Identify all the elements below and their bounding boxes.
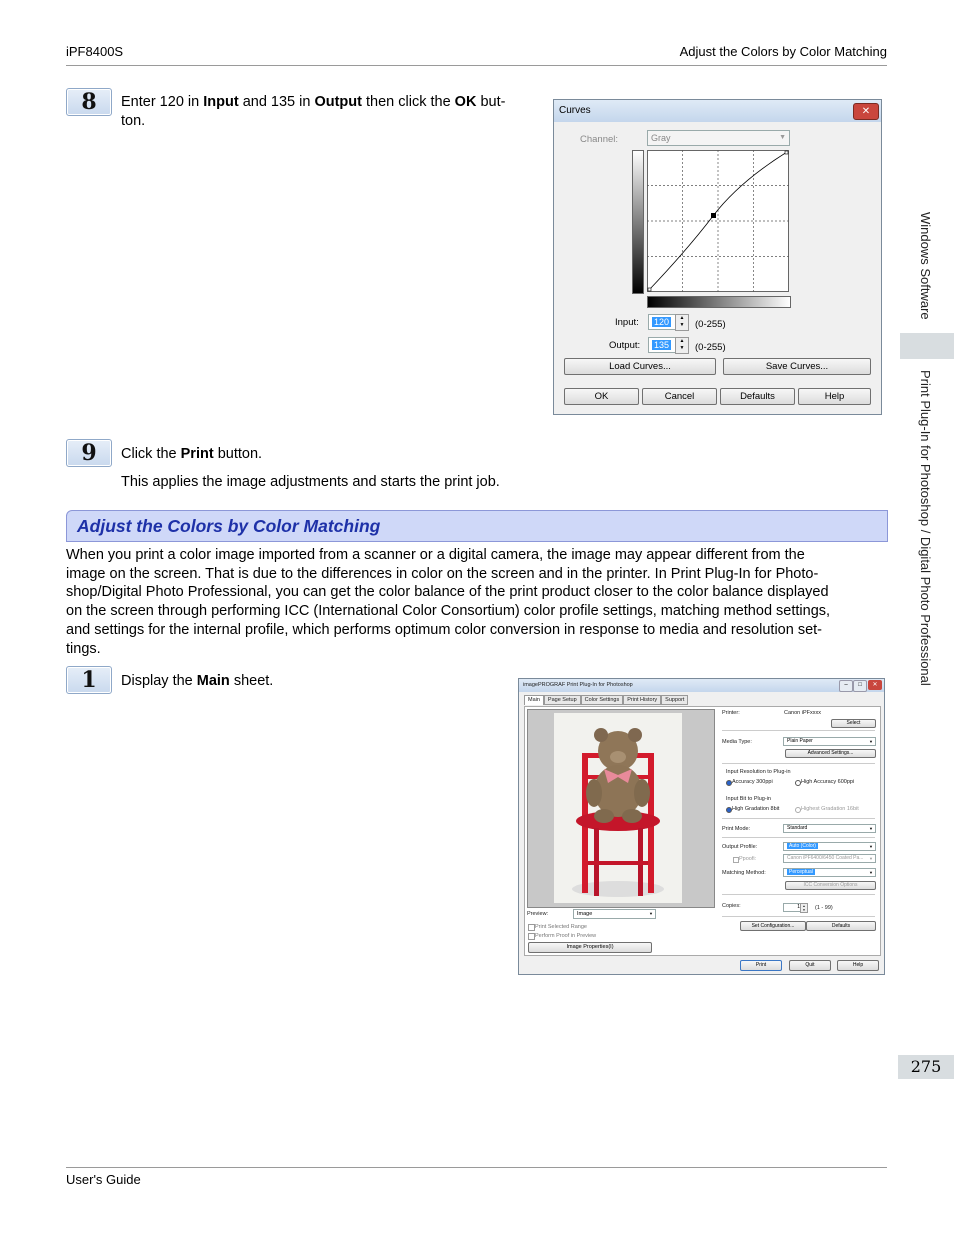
step-9-text: Click the Print button. bbox=[121, 446, 263, 462]
input-range: (0-255) bbox=[695, 319, 726, 330]
input-label: Input: bbox=[615, 317, 639, 328]
print-mode-value: Standard bbox=[787, 825, 808, 831]
body-line: shop/Digital Photo Professional, you can get the color balance of the print product closer to the color balance displayed bbox=[66, 584, 829, 601]
chevron-down-icon: ▼ bbox=[779, 134, 786, 141]
step-number: 9 bbox=[66, 439, 112, 467]
cancel-button[interactable]: Cancel bbox=[642, 388, 717, 405]
header-rule bbox=[66, 65, 887, 66]
tab-page-setup[interactable]: Page Setup bbox=[544, 695, 581, 705]
radio-accuracy-300-label: Accuracy 300ppi bbox=[732, 779, 773, 785]
curves-dialog bbox=[553, 99, 882, 415]
body-line: image on the screen. That is due to the differences in color on the screen and in the printer. In Print Plug-In for Photo- bbox=[66, 565, 819, 582]
section-body bbox=[66, 546, 888, 658]
checkbox-proof-label: Perform Proof in Preview bbox=[535, 933, 597, 939]
preview-label: Preview: bbox=[527, 911, 549, 917]
chevron-down-icon: ▼ bbox=[869, 826, 873, 831]
step-9-desc: This applies the image adjustments and starts the print job. bbox=[121, 474, 500, 490]
checkbox-proof[interactable] bbox=[528, 933, 535, 940]
printer-label: Printer: bbox=[722, 710, 740, 716]
footer-rule bbox=[66, 1167, 887, 1168]
media-type-value: Plain Paper bbox=[787, 738, 813, 744]
radio-accuracy-600-label: High Accuracy 600ppi bbox=[801, 779, 855, 785]
tab-print-history[interactable]: Print History bbox=[623, 695, 661, 705]
sidebar-bottom-label: Print Plug-In for Photoshop / Digital Photo Professional bbox=[918, 370, 933, 686]
body-line: tings. bbox=[66, 640, 101, 657]
plugin-title: imagePROGRAF Print Plug-In for Photoshop bbox=[523, 682, 633, 688]
divider bbox=[722, 818, 875, 819]
chevron-down-icon: ▼ bbox=[649, 911, 653, 916]
page-number: 275 bbox=[898, 1055, 954, 1079]
output-range: (0-255) bbox=[695, 342, 726, 353]
divider bbox=[722, 730, 875, 731]
media-type-label: Media Type: bbox=[722, 739, 752, 745]
ok-button[interactable]: OK bbox=[564, 388, 639, 405]
step-number: 8 bbox=[66, 88, 112, 116]
channel-select[interactable] bbox=[647, 130, 790, 146]
printer-value: Canon iPFxxxx bbox=[784, 710, 821, 716]
input-resolution-label: Input Resolution to Plug-in bbox=[726, 769, 791, 775]
channel-value: Gray bbox=[651, 133, 671, 143]
footer-guide: User's Guide bbox=[66, 1172, 141, 1187]
curves-title: Curves bbox=[559, 105, 591, 116]
preview-select[interactable] bbox=[573, 909, 656, 919]
plugin-dialog bbox=[518, 678, 885, 975]
output-gradient-bar bbox=[632, 150, 644, 294]
channel-label: Channel: bbox=[580, 134, 619, 145]
divider bbox=[722, 916, 875, 917]
tab-color-settings[interactable]: Color Settings bbox=[581, 695, 624, 705]
step-1-text: Display the Main sheet. bbox=[121, 673, 274, 689]
tab-support[interactable]: Support bbox=[661, 695, 688, 705]
input-bit-label: Input Bit to Plug-in bbox=[726, 796, 771, 802]
icc-conversion-options-button[interactable]: ICC Conversion Options bbox=[785, 881, 876, 890]
media-type-select[interactable] bbox=[783, 737, 876, 746]
load-curves-button[interactable]: Load Curves... bbox=[564, 358, 716, 375]
output-spinner[interactable]: ▲ ▼ bbox=[675, 337, 689, 354]
checkbox-print-selected-label: Print Selected Range bbox=[535, 924, 587, 930]
chevron-down-icon: ▼ bbox=[869, 844, 873, 849]
divider bbox=[722, 837, 875, 838]
input-value: 120 bbox=[654, 317, 670, 327]
curve-point[interactable] bbox=[711, 213, 716, 218]
help-button[interactable]: Help bbox=[837, 960, 879, 971]
chevron-down-icon: ▼ bbox=[869, 870, 873, 875]
chevron-down-icon: ▼ bbox=[869, 739, 873, 744]
input-spinner[interactable]: ▲ ▼ bbox=[675, 314, 689, 331]
curves-titlebar bbox=[554, 100, 881, 122]
select-button[interactable]: Select bbox=[831, 719, 876, 728]
divider bbox=[722, 894, 875, 895]
output-profile-value: Auto (Color) bbox=[789, 843, 816, 849]
preview-image bbox=[554, 713, 682, 903]
step-number: 1 bbox=[66, 666, 112, 694]
output-label: Output: bbox=[609, 340, 641, 351]
output-profile-label: Output Profile: bbox=[722, 844, 758, 850]
help-button[interactable]: Help bbox=[798, 388, 871, 405]
ppprofile-select[interactable] bbox=[783, 854, 876, 863]
body-line: and settings for the internal profile, which performs optimum color conversion in response to media and resolution set- bbox=[66, 621, 822, 638]
plugin-titlebar bbox=[519, 679, 884, 692]
quit-button[interactable]: Quit bbox=[789, 960, 831, 971]
curve-graph[interactable] bbox=[647, 150, 789, 292]
body-line: When you print a color image imported from a scanner or a digital camera, the image may appear different from the bbox=[66, 547, 805, 563]
ppprofile-label: Ppoofi: bbox=[739, 856, 757, 862]
sidebar-top-label: Windows Software bbox=[918, 212, 933, 320]
step-8-text: Enter 120 in Input and 135 in Output then click the OK but- ton. bbox=[121, 94, 506, 129]
body-line: on the screen through performing ICC (International Color Consortium) color profile settings, matching method settings, bbox=[66, 603, 831, 620]
close-icon[interactable]: ✕ bbox=[853, 103, 879, 120]
output-profile-select[interactable] bbox=[783, 842, 876, 851]
copies-range: (1 - 99) bbox=[815, 905, 833, 911]
copies-spinner[interactable]: ▲ ▼ bbox=[800, 903, 808, 913]
header-section: Adjust the Colors by Color Matching bbox=[679, 44, 887, 59]
output-value: 135 bbox=[654, 340, 670, 350]
divider bbox=[722, 763, 875, 764]
set-configuration-button[interactable]: Set Configuration... bbox=[740, 921, 806, 931]
matching-method-value: Perceptual bbox=[789, 869, 813, 875]
print-mode-label: Print Mode: bbox=[722, 826, 751, 832]
matching-method-select[interactable] bbox=[783, 868, 876, 877]
print-button[interactable]: Print bbox=[740, 960, 782, 971]
ppprofile-value: Canon iPF6400/6450 Coated Pa... bbox=[787, 855, 864, 861]
tab-bar bbox=[524, 695, 688, 705]
print-mode-select[interactable] bbox=[783, 824, 876, 833]
image-properties-button[interactable]: Image Properties(I) bbox=[528, 942, 652, 953]
tab-main[interactable]: Main bbox=[524, 695, 544, 705]
sidebar-tab bbox=[900, 333, 954, 359]
defaults-button[interactable]: Defaults bbox=[720, 388, 795, 405]
preview-value: Image bbox=[577, 911, 593, 917]
copies-value: 1 bbox=[797, 904, 800, 910]
radio-8bit-label: High Gradation 8bit bbox=[732, 806, 780, 812]
maximize-icon[interactable]: □ bbox=[853, 680, 867, 692]
section-heading bbox=[66, 510, 888, 542]
minimize-icon[interactable]: – bbox=[839, 680, 853, 692]
matching-method-label: Matching Method: bbox=[722, 870, 766, 876]
close-icon[interactable]: ✕ bbox=[868, 680, 882, 690]
chevron-down-icon: ▼ bbox=[869, 856, 873, 861]
section-title: Adjust the Colors by Color Matching bbox=[77, 516, 381, 536]
copies-label: Copies: bbox=[722, 903, 741, 909]
radio-16bit-label: Highest Gradation 16bit bbox=[801, 806, 859, 812]
preview-area bbox=[527, 709, 715, 908]
checkbox-print-selected[interactable] bbox=[528, 924, 535, 931]
save-curves-button[interactable]: Save Curves... bbox=[723, 358, 871, 375]
advanced-settings-button[interactable]: Advanced Settings... bbox=[785, 749, 876, 758]
input-gradient-bar bbox=[647, 296, 791, 308]
defaults-button[interactable]: Defaults bbox=[806, 921, 876, 931]
header-model: iPF8400S bbox=[66, 44, 124, 59]
